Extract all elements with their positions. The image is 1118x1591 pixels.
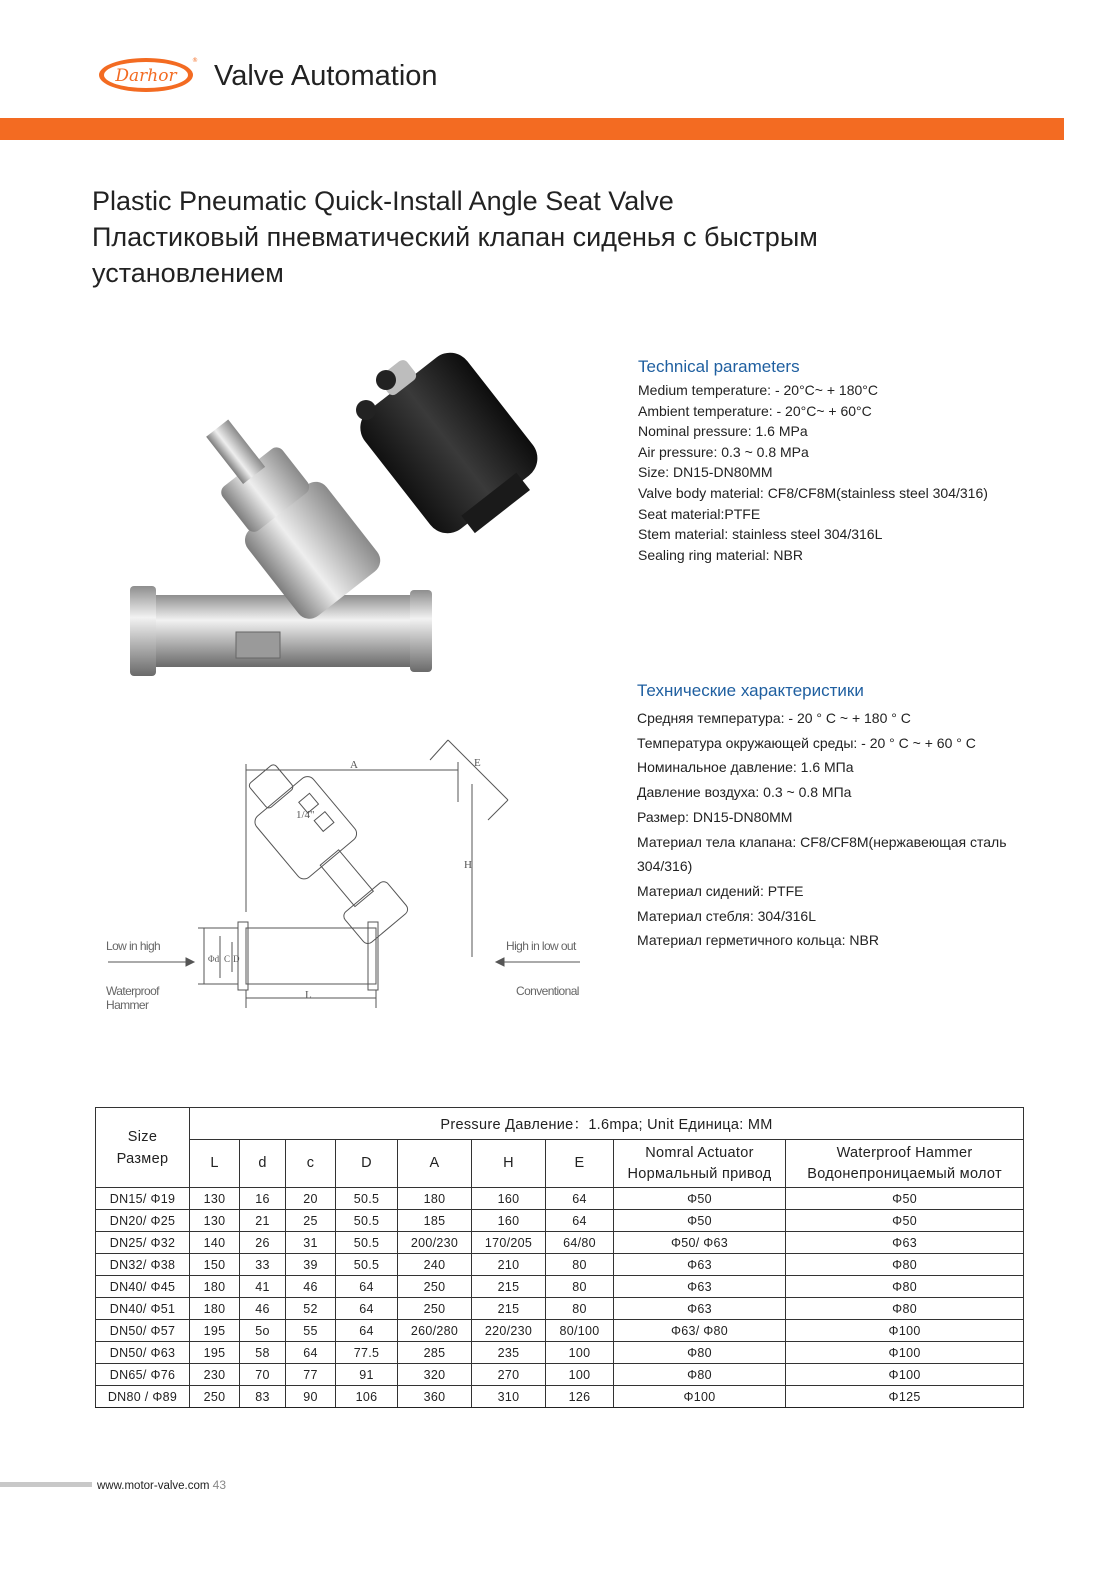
tech-params-heading: Technical parameters: [638, 357, 800, 376]
table-cell: 240: [398, 1254, 472, 1276]
table-cell: 50.5: [336, 1188, 398, 1210]
spec-table-body: [96, 1188, 1024, 1408]
table-cell: Φ80: [614, 1342, 786, 1364]
table-cell: 215: [472, 1298, 546, 1320]
table-cell: 25: [286, 1210, 336, 1232]
table-cell: 80: [546, 1276, 614, 1298]
dim-phi-d-label: Φd: [208, 954, 220, 964]
tech-param-ru-item: Материал сидений: PTFE: [637, 882, 804, 899]
table-cell-size: DN25/ Φ32: [96, 1232, 190, 1254]
table-cell: 185: [398, 1210, 472, 1232]
table-cell: 33: [240, 1254, 286, 1276]
col-header-e: E: [546, 1140, 614, 1188]
product-title-en: Plastic Pneumatic Quick-Install Angle Seat Valve: [92, 186, 674, 216]
table-cell: 106: [336, 1386, 398, 1408]
table-row: [96, 1320, 1024, 1342]
dim-a-label: A: [350, 759, 358, 771]
col-header-h: H: [472, 1140, 546, 1188]
table-cell: 46: [240, 1298, 286, 1320]
table-cell-size: DN32/ Φ38: [96, 1254, 190, 1276]
table-cell: 64: [336, 1298, 398, 1320]
table-cell: 58: [240, 1342, 286, 1364]
table-cell: 220/230: [472, 1320, 546, 1342]
table-cell: 64: [546, 1188, 614, 1210]
table-cell: Φ125: [786, 1386, 1024, 1408]
table-cell: Φ50: [786, 1210, 1024, 1232]
table-cell-size: DN50/ Φ63: [96, 1342, 190, 1364]
size-header: [96, 1108, 190, 1188]
tech-param-item: Medium temperature: - 20°C~ + 180°C: [638, 382, 878, 398]
product-title: [92, 183, 992, 291]
size-header-ru: Размер: [116, 1150, 169, 1167]
tech-param-item: Sealing ring material: NBR: [638, 546, 803, 563]
table-cell-size: DN65/ Φ76: [96, 1364, 190, 1386]
table-cell: Φ50: [614, 1188, 786, 1210]
table-cell: 230: [190, 1364, 240, 1386]
table-cell: 64: [286, 1342, 336, 1364]
table-cell: 64: [336, 1320, 398, 1342]
tech-param-item: Size: DN15-DN80MM: [638, 464, 773, 481]
table-row: [96, 1188, 1024, 1210]
footer-url: www.motor-valve.com: [97, 1480, 210, 1492]
table-cell-size: DN50/ Φ57: [96, 1320, 190, 1342]
table-cell: 200/230: [398, 1232, 472, 1254]
dim-h-label: H: [464, 859, 472, 871]
col-header-d: D: [336, 1140, 398, 1188]
valve-dimension-drawing: [100, 732, 590, 1022]
table-cell: 5o: [240, 1320, 286, 1342]
footer: [97, 1478, 226, 1492]
table-cell: 50.5: [336, 1232, 398, 1254]
table-cell: 195: [190, 1342, 240, 1364]
tech-param-item: Seat material:PTFE: [638, 505, 761, 522]
table-cell: 310: [472, 1386, 546, 1408]
footer-bar: [0, 1482, 92, 1487]
table-cell: 250: [398, 1276, 472, 1298]
table-cell: 20: [286, 1188, 336, 1210]
col-header-l: L: [190, 1140, 240, 1188]
table-cell: 21: [240, 1210, 286, 1232]
table-cell: 250: [190, 1386, 240, 1408]
dim-thread-label: 1/4": [296, 809, 315, 821]
table-cell: Φ100: [786, 1342, 1024, 1364]
table-row: [96, 1364, 1024, 1386]
label-conventional: Conventional: [516, 984, 579, 998]
table-cell: 50.5: [336, 1210, 398, 1232]
table-cell: 210: [472, 1254, 546, 1276]
table-cell: 126: [546, 1386, 614, 1408]
tech-param-item: Nominal pressure: 1.6 MPa: [638, 423, 808, 440]
table-cell: Φ100: [786, 1364, 1024, 1386]
table-cell: 16: [240, 1188, 286, 1210]
table-cell: 235: [472, 1342, 546, 1364]
header-accent-bar: [0, 118, 1064, 140]
header-title: Valve Automation: [214, 60, 438, 92]
col-header-waterproof-hammer: [786, 1140, 1024, 1188]
table-cell: 80: [546, 1298, 614, 1320]
pressure-header: Pressure Давление：1.6mpa; Unit Единица: MM: [190, 1108, 1024, 1140]
table-cell: 360: [398, 1386, 472, 1408]
tech-params-ru-list: [637, 706, 1007, 953]
page-number: 43: [212, 1478, 227, 1492]
tech-param-ru-item: Температура окружающей среды: - 20 ° C ~ + 60 ° C: [637, 734, 976, 751]
table-cell: 26: [240, 1232, 286, 1254]
table-cell: 130: [190, 1210, 240, 1232]
tech-param-ru-item: Номинальное давление: 1.6 МПа: [637, 759, 854, 776]
dim-e-label: E: [474, 757, 481, 769]
table-row: [96, 1342, 1024, 1364]
table-cell-size: DN15/ Φ19: [96, 1188, 190, 1210]
valve-photo: [118, 340, 558, 690]
table-cell: Φ100: [614, 1386, 786, 1408]
table-cell: 100: [546, 1364, 614, 1386]
table-cell: 55: [286, 1320, 336, 1342]
table-cell: Φ80: [786, 1254, 1024, 1276]
table-cell: 180: [190, 1276, 240, 1298]
table-row: [96, 1210, 1024, 1232]
table-cell: 70: [240, 1364, 286, 1386]
label-low-in-high: Low in high: [106, 939, 161, 953]
table-cell: 77: [286, 1364, 336, 1386]
table-cell: 50.5: [336, 1254, 398, 1276]
table-row: [96, 1232, 1024, 1254]
table-cell: 80/100: [546, 1320, 614, 1342]
table-row: [96, 1386, 1024, 1408]
size-header-en: Size: [127, 1128, 158, 1145]
table-cell: 39: [286, 1254, 336, 1276]
table-cell: 250: [398, 1298, 472, 1320]
table-cell: 160: [472, 1188, 546, 1210]
label-high-in-low-out: High in low out: [506, 939, 576, 953]
col-header-c: c: [286, 1140, 336, 1188]
table-cell: 64: [336, 1276, 398, 1298]
table-cell: Φ100: [786, 1320, 1024, 1342]
product-title-ru-line1: Пластиковый пневматический клапан сиденья с быстрым: [92, 222, 818, 252]
dim-l-label: L: [305, 989, 312, 1001]
tech-param-ru-item: Размер: DN15-DN80MM: [637, 808, 793, 825]
dim-c-label: C: [224, 954, 231, 964]
table-cell: 170/205: [472, 1232, 546, 1254]
darhor-logo: [97, 56, 198, 94]
label-waterproof: Waterproof: [106, 984, 159, 998]
table-cell: 160: [472, 1210, 546, 1232]
table-row: [96, 1254, 1024, 1276]
table-cell: 180: [190, 1298, 240, 1320]
waterproof-hammer-en: Waterproof Hammer: [836, 1144, 973, 1161]
tech-param-ru-item: Материал тела клапана: CF8/CF8M(нержавеющая сталь: [637, 833, 1007, 850]
table-cell: 80: [546, 1254, 614, 1276]
tech-param-ru-item: Материал герметичного кольца: NBR: [637, 932, 879, 949]
normal-actuator-en: Nomral Actuator: [645, 1144, 754, 1161]
table-cell: 83: [240, 1386, 286, 1408]
table-cell-size: DN40/ Φ45: [96, 1276, 190, 1298]
table-cell: 285: [398, 1342, 472, 1364]
dim-d-label: D: [233, 954, 240, 964]
table-cell: 52: [286, 1298, 336, 1320]
waterproof-hammer-ru: Водонепроницаемый молот: [807, 1165, 1002, 1182]
table-cell: Φ63/ Φ80: [614, 1320, 786, 1342]
table-cell: 195: [190, 1320, 240, 1342]
table-cell-size: DN80 / Φ89: [96, 1386, 190, 1408]
table-cell: Φ63: [614, 1254, 786, 1276]
table-cell: 64: [546, 1210, 614, 1232]
table-cell: 180: [398, 1188, 472, 1210]
table-cell: Φ80: [614, 1364, 786, 1386]
table-cell: Φ50: [614, 1210, 786, 1232]
normal-actuator-ru: Нормальный привод: [627, 1165, 772, 1182]
table-cell: 270: [472, 1364, 546, 1386]
table-cell: Φ63: [614, 1276, 786, 1298]
tech-params-list: [638, 380, 988, 565]
table-cell-size: DN20/ Φ25: [96, 1210, 190, 1232]
table-cell: 41: [240, 1276, 286, 1298]
table-cell: 150: [190, 1254, 240, 1276]
tech-param-item: Ambient temperature: - 20°C~ + 60°C: [638, 402, 872, 419]
label-hammer: Hammer: [106, 998, 149, 1012]
table-cell-size: DN40/ Φ51: [96, 1298, 190, 1320]
table-cell: Φ80: [786, 1276, 1024, 1298]
table-cell: Φ80: [786, 1298, 1024, 1320]
table-cell: 64/80: [546, 1232, 614, 1254]
table-cell: 100: [546, 1342, 614, 1364]
table-cell: 140: [190, 1232, 240, 1254]
tech-param-item: Stem material: stainless steel 304/316L: [638, 526, 883, 543]
tech-param-ru-item: Материал стебля: 304/316L: [637, 907, 816, 924]
table-cell: 77.5: [336, 1342, 398, 1364]
col-header-a: A: [398, 1140, 472, 1188]
table-cell: Φ63: [614, 1298, 786, 1320]
table-cell: 91: [336, 1364, 398, 1386]
col-header-normal-actuator: [614, 1140, 786, 1188]
product-title-ru-line2: установлением: [92, 258, 284, 288]
tech-param-ru-item: Средняя температура: - 20 ° C ~ + 180 ° C: [637, 710, 911, 726]
tech-param-item: Air pressure: 0.3 ~ 0.8 MPa: [638, 443, 809, 460]
table-cell: 46: [286, 1276, 336, 1298]
table-cell: 130: [190, 1188, 240, 1210]
tech-param-item: Valve body material: CF8/CF8M(stainless steel 304/316): [638, 484, 988, 501]
spec-table: [95, 1107, 1024, 1408]
table-cell: Φ50: [786, 1188, 1024, 1210]
col-header-d-small: d: [240, 1140, 286, 1188]
tech-param-ru-item: Давление воздуха: 0.3 ~ 0.8 МПа: [637, 784, 852, 801]
table-cell: Φ50/ Φ63: [614, 1232, 786, 1254]
table-cell: Φ63: [786, 1232, 1024, 1254]
table-cell: 90: [286, 1386, 336, 1408]
table-row: [96, 1298, 1024, 1320]
tech-params-ru-heading: Технические характеристики: [637, 681, 864, 700]
tech-param-ru-item: 304/316): [637, 858, 693, 875]
table-cell: 215: [472, 1276, 546, 1298]
table-cell: 31: [286, 1232, 336, 1254]
table-row: [96, 1276, 1024, 1298]
table-cell: 320: [398, 1364, 472, 1386]
logo-text: Darhor: [115, 66, 177, 86]
table-cell: 260/280: [398, 1320, 472, 1342]
svg-text:®: ®: [192, 57, 198, 64]
